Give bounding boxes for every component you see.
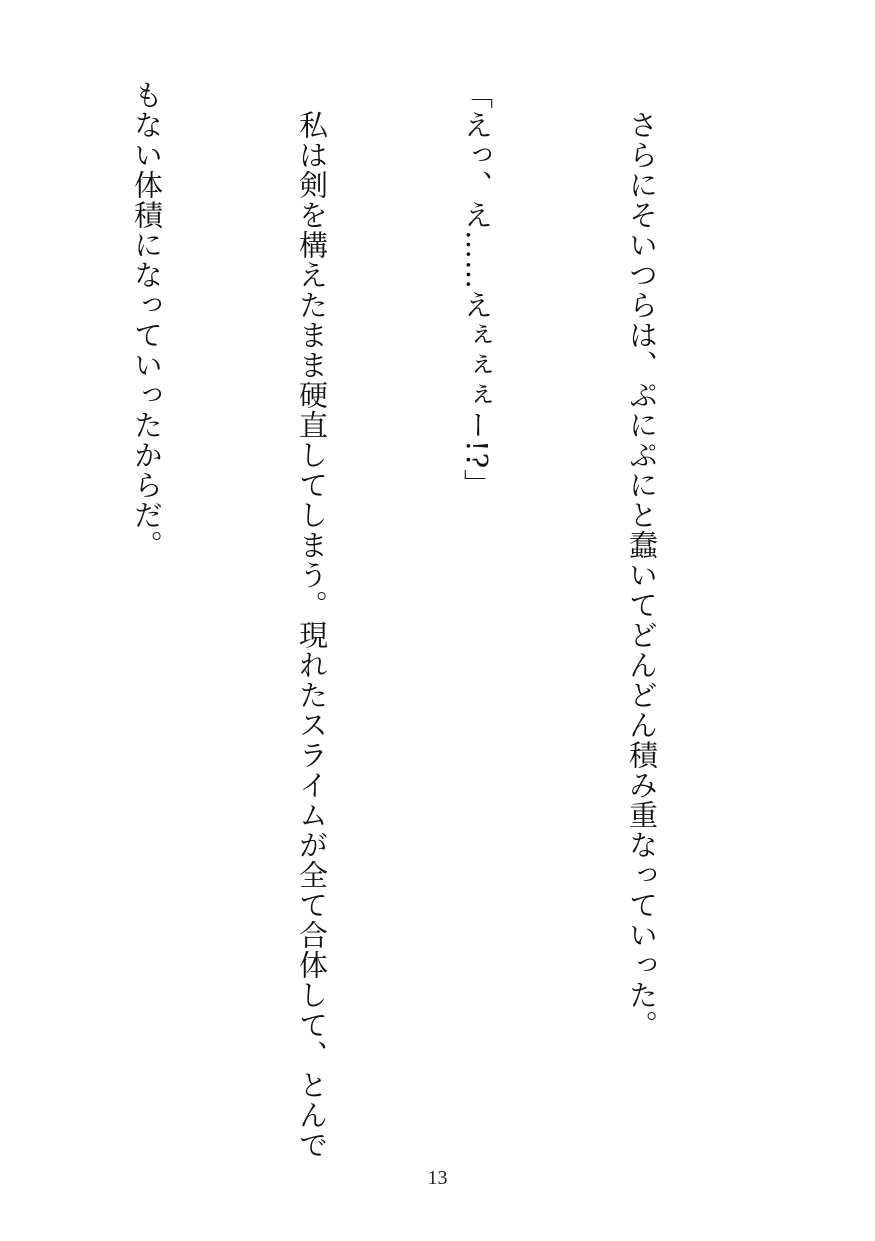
text-line <box>0 80 9 1140</box>
text-line: 「えっ、え……えぇぇぇー!?」 <box>460 80 494 500</box>
text-line: さらにそいつらは、ぷにぷにと蠢いてどんどん積み重なっていった。 <box>625 80 659 1040</box>
text-line: 私は剣を構えたまま硬直してしまう。現れたスライムが全て合体して、とんで <box>295 80 329 1160</box>
text-line: もない体積になっていったからだ。 <box>130 80 164 560</box>
page-number: 13 <box>427 1167 448 1189</box>
vertical-text-body <box>0 80 779 1160</box>
